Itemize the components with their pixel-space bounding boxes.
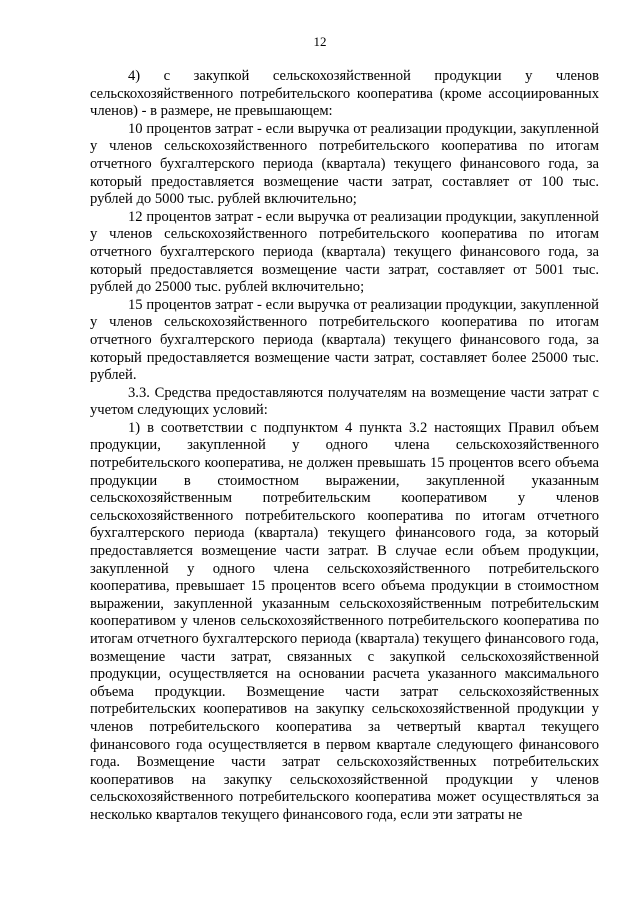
- paragraph-subitem-4: 4) с закупкой сельскохозяйственной продукции у членов сельскохозяйственного потребительского кооператива (кроме ассоциированных членов) - в размере, не превышающем:: [90, 68, 599, 120]
- paragraph-10-percent: 10 процентов затрат - если выручка от реализации продукции, закупленной у членов сельскохозяйственного потребительского кооператива по итогам отчетного бухгалтерского периода (квартала) текущего финансового года, за который предоставляется возмещение части затрат, составляет от 100 тыс. рублей до 5000 тыс. рублей включительно;: [90, 120, 599, 208]
- document-body: [90, 68, 599, 825]
- paragraph-12-percent: 12 процентов затрат - если выручка от реализации продукции, закупленной у членов сельскохозяйственного потребительского кооператива по итогам отчетного бухгалтерского периода (квартала) текущего финансового года, за который предоставляется возмещение части затрат, составляет от 5001 тыс. рублей до 25000 тыс. рублей включительно;: [90, 208, 599, 296]
- paragraph-3-3: 3.3. Средства предоставляются получателям на возмещение части затрат с учетом следующих условий:: [90, 384, 599, 419]
- page-number: 12: [313, 34, 327, 49]
- paragraph-condition-1: 1) в соответствии с подпунктом 4 пункта 3.2 настоящих Правил объем продукции, закупленной у одного члена сельскохозяйственного потребительского кооператива, не должен превышать 15 процентов всего объема продукции в стоимостном выражении, закупленной указанным сельскохозяйственным потребительским кооперативом у членов сельскохозяйственного потребительского кооператива по итогам отчетного бухгалтерского периода (квартала) текущего финансового года, за который предоставляется возмещение части затрат. В случае если объем продукции, закупленной у одного члена сельскохозяйственного потребительского кооператива, превышает 15 процентов всего объема продукции в стоимостном выражении, закупленной указанным сельскохозяйственным потребительским кооперативом у членов сельскохозяйственного потребительского кооператива по итогам отчетного бухгалтерского периода (квартала) текущего финансового года, возмещение части затрат, связанных с закупкой сельскохозяйственной продукции, осуществляется на основании расчета указанного максимального объема продукции. Возмещение части затрат сельскохозяйственных потребительских кооперативов на закупку сельскохозяйственной продукции у членов потребительского кооператива за четвертый квартал текущего финансового года осуществляется в первом квартале следующего финансового года. Возмещение части затрат сельскохозяйственных потребительских кооперативов на закупку сельскохозяйственной продукции у членов сельскохозяйственного потребительского кооператива может осуществляться за несколько кварталов текущего финансового года, если эти затраты не: [90, 419, 599, 823]
- paragraph-15-percent: 15 процентов затрат - если выручка от реализации продукции, закупленной у членов сельскохозяйственного потребительского кооператива по итогам отчетного бухгалтерского периода (квартала) текущего финансового года, за который предоставляется возмещение части затрат, составляет более 25000 тыс. рублей.: [90, 296, 599, 384]
